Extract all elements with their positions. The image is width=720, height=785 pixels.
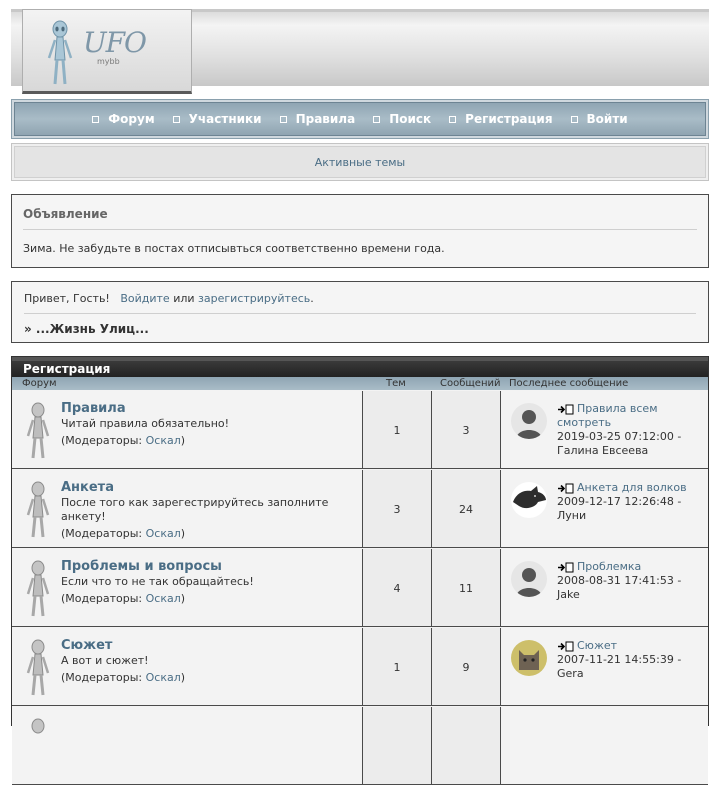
forum-moderators: [61, 592, 185, 605]
last-post-user: Jake: [557, 588, 580, 601]
last-post-info: [557, 402, 703, 458]
nav-rules[interactable]: [280, 112, 356, 126]
cat-avatar: [511, 640, 547, 676]
topics-count: 4: [393, 582, 401, 595]
forum-row: [12, 470, 708, 548]
forum-description: После того как зарегестрируйтесь заполните анкету!: [61, 496, 329, 523]
go-to-post-icon[interactable]: [557, 562, 574, 573]
forum-description: А вот и сюжет!: [61, 654, 149, 667]
nav-label: Войти: [586, 112, 628, 126]
last-post-user: Галина Евсеева: [557, 444, 649, 457]
bullet-icon: [173, 116, 180, 123]
nav-login[interactable]: [571, 112, 628, 126]
forum-category-table: [11, 356, 709, 726]
forum-title-link[interactable]: Проблемы и вопросы: [61, 559, 222, 574]
announcement-box: [11, 194, 709, 268]
bullet-icon: [373, 116, 380, 123]
login-link[interactable]: Войдите: [120, 292, 170, 305]
moderator-link[interactable]: Оскал: [145, 671, 181, 684]
moderators-label: (Модераторы:: [61, 671, 146, 684]
moderator-link[interactable]: Оскал: [145, 527, 181, 540]
last-post-info: [557, 639, 703, 681]
topics-count: 1: [393, 661, 401, 674]
forum-title-link[interactable]: Сюжет: [61, 638, 113, 653]
active-topics-bar: [11, 143, 709, 181]
announcement-title: Объявление: [23, 207, 697, 230]
last-post-user: Gera: [557, 667, 584, 680]
forum-alien-icon: [24, 560, 52, 618]
guest-greeting: Привет, Гость!: [24, 292, 110, 305]
col-last-post: Последнее сообщение: [509, 378, 629, 389]
posts-count: 24: [459, 503, 473, 516]
bullet-icon: [449, 116, 456, 123]
last-post-date: 2019-03-25 07:12:00 -: [557, 430, 682, 443]
forum-title-link[interactable]: Правила: [61, 401, 126, 416]
bullet-icon: [280, 116, 287, 123]
welcome-box: [11, 281, 709, 343]
forum-description: Если что то не так обращайтесь!: [61, 575, 254, 588]
welcome-line: [24, 292, 696, 314]
forum-row: [12, 628, 708, 706]
posts-count: 3: [462, 424, 470, 437]
moderator-link[interactable]: Оскал: [145, 434, 181, 447]
forum-alien-icon: [24, 402, 52, 460]
bullet-icon: [571, 116, 578, 123]
nav-register[interactable]: [449, 112, 552, 126]
user-silhouette-avatar: [511, 561, 547, 597]
last-post-date: 2008-08-31 17:41:53 -: [557, 574, 682, 587]
posts-count: 9: [462, 661, 470, 674]
topics-count: 1: [393, 424, 401, 437]
site-logo[interactable]: [22, 9, 192, 94]
moderators-end: ): [180, 434, 186, 447]
forum-alien-icon: [24, 481, 52, 539]
last-post-info: [557, 481, 703, 523]
nav-search[interactable]: [373, 112, 431, 126]
bullet-icon: [92, 116, 99, 123]
go-to-post-icon[interactable]: [557, 404, 574, 415]
moderators-label: (Модераторы:: [61, 527, 146, 540]
last-post-user: Луни: [557, 509, 587, 522]
announcement-text: Зима. Не забудьте в постах отписывться соответственно времени года.: [23, 242, 445, 255]
last-post-link[interactable]: Анкета для волков: [577, 481, 687, 494]
last-post-info: [557, 560, 703, 602]
col-posts: Сообщений: [440, 378, 501, 389]
last-post-link[interactable]: Правила всем смотреть: [557, 402, 658, 429]
category-title[interactable]: Регистрация: [12, 357, 708, 377]
alien-logo-icon: [45, 20, 75, 86]
col-forum: Форум: [22, 378, 57, 389]
moderators-end: ): [180, 592, 186, 605]
or-text: или: [173, 292, 195, 305]
forum-alien-icon: [24, 718, 52, 776]
last-post-link[interactable]: Сюжет: [577, 639, 618, 652]
forum-row: [12, 391, 708, 469]
nav-label: Форум: [108, 112, 155, 126]
topics-count: 3: [393, 503, 401, 516]
last-post-link[interactable]: Проблемка: [577, 560, 642, 573]
forum-row: [12, 707, 708, 785]
nav-label: Регистрация: [465, 112, 553, 126]
forum-title-link[interactable]: Анкета: [61, 480, 114, 495]
last-post-date: 2009-12-17 12:26:48 -: [557, 495, 682, 508]
main-navigation: [11, 99, 709, 139]
nav-label: Участники: [188, 112, 262, 126]
wolf-avatar: [511, 482, 547, 518]
forum-moderators: [61, 434, 185, 447]
forum-description: Читай правила обязательно!: [61, 417, 230, 430]
column-header: [12, 377, 708, 390]
active-topics-link[interactable]: Активные темы: [314, 155, 406, 169]
user-silhouette-avatar: [511, 403, 547, 439]
moderators-end: ): [180, 527, 186, 540]
nav-members[interactable]: [173, 112, 262, 126]
moderators-label: (Модераторы:: [61, 434, 146, 447]
go-to-post-icon[interactable]: [557, 483, 574, 494]
forum-moderators: [61, 527, 185, 540]
nav-label: Поиск: [389, 112, 432, 126]
moderator-link[interactable]: Оскал: [145, 592, 181, 605]
col-topics: Тем: [386, 378, 406, 389]
logo-text: UFO: [83, 26, 146, 59]
forum-moderators: [61, 671, 185, 684]
register-link[interactable]: зарегистрируйтесь: [198, 292, 311, 305]
logo-subtitle: mybb: [97, 57, 120, 66]
go-to-post-icon[interactable]: [557, 641, 574, 652]
moderators-end: ): [180, 671, 186, 684]
nav-forum[interactable]: [92, 112, 154, 126]
breadcrumb[interactable]: » ...Жизнь Улиц...: [24, 322, 149, 336]
forum-row: [12, 549, 708, 627]
moderators-label: (Модераторы:: [61, 592, 146, 605]
nav-label: Правила: [295, 112, 356, 126]
last-post-date: 2007-11-21 14:55:39 -: [557, 653, 682, 666]
sentence-end: .: [310, 292, 314, 305]
forum-alien-icon: [24, 639, 52, 697]
posts-count: 11: [459, 582, 473, 595]
